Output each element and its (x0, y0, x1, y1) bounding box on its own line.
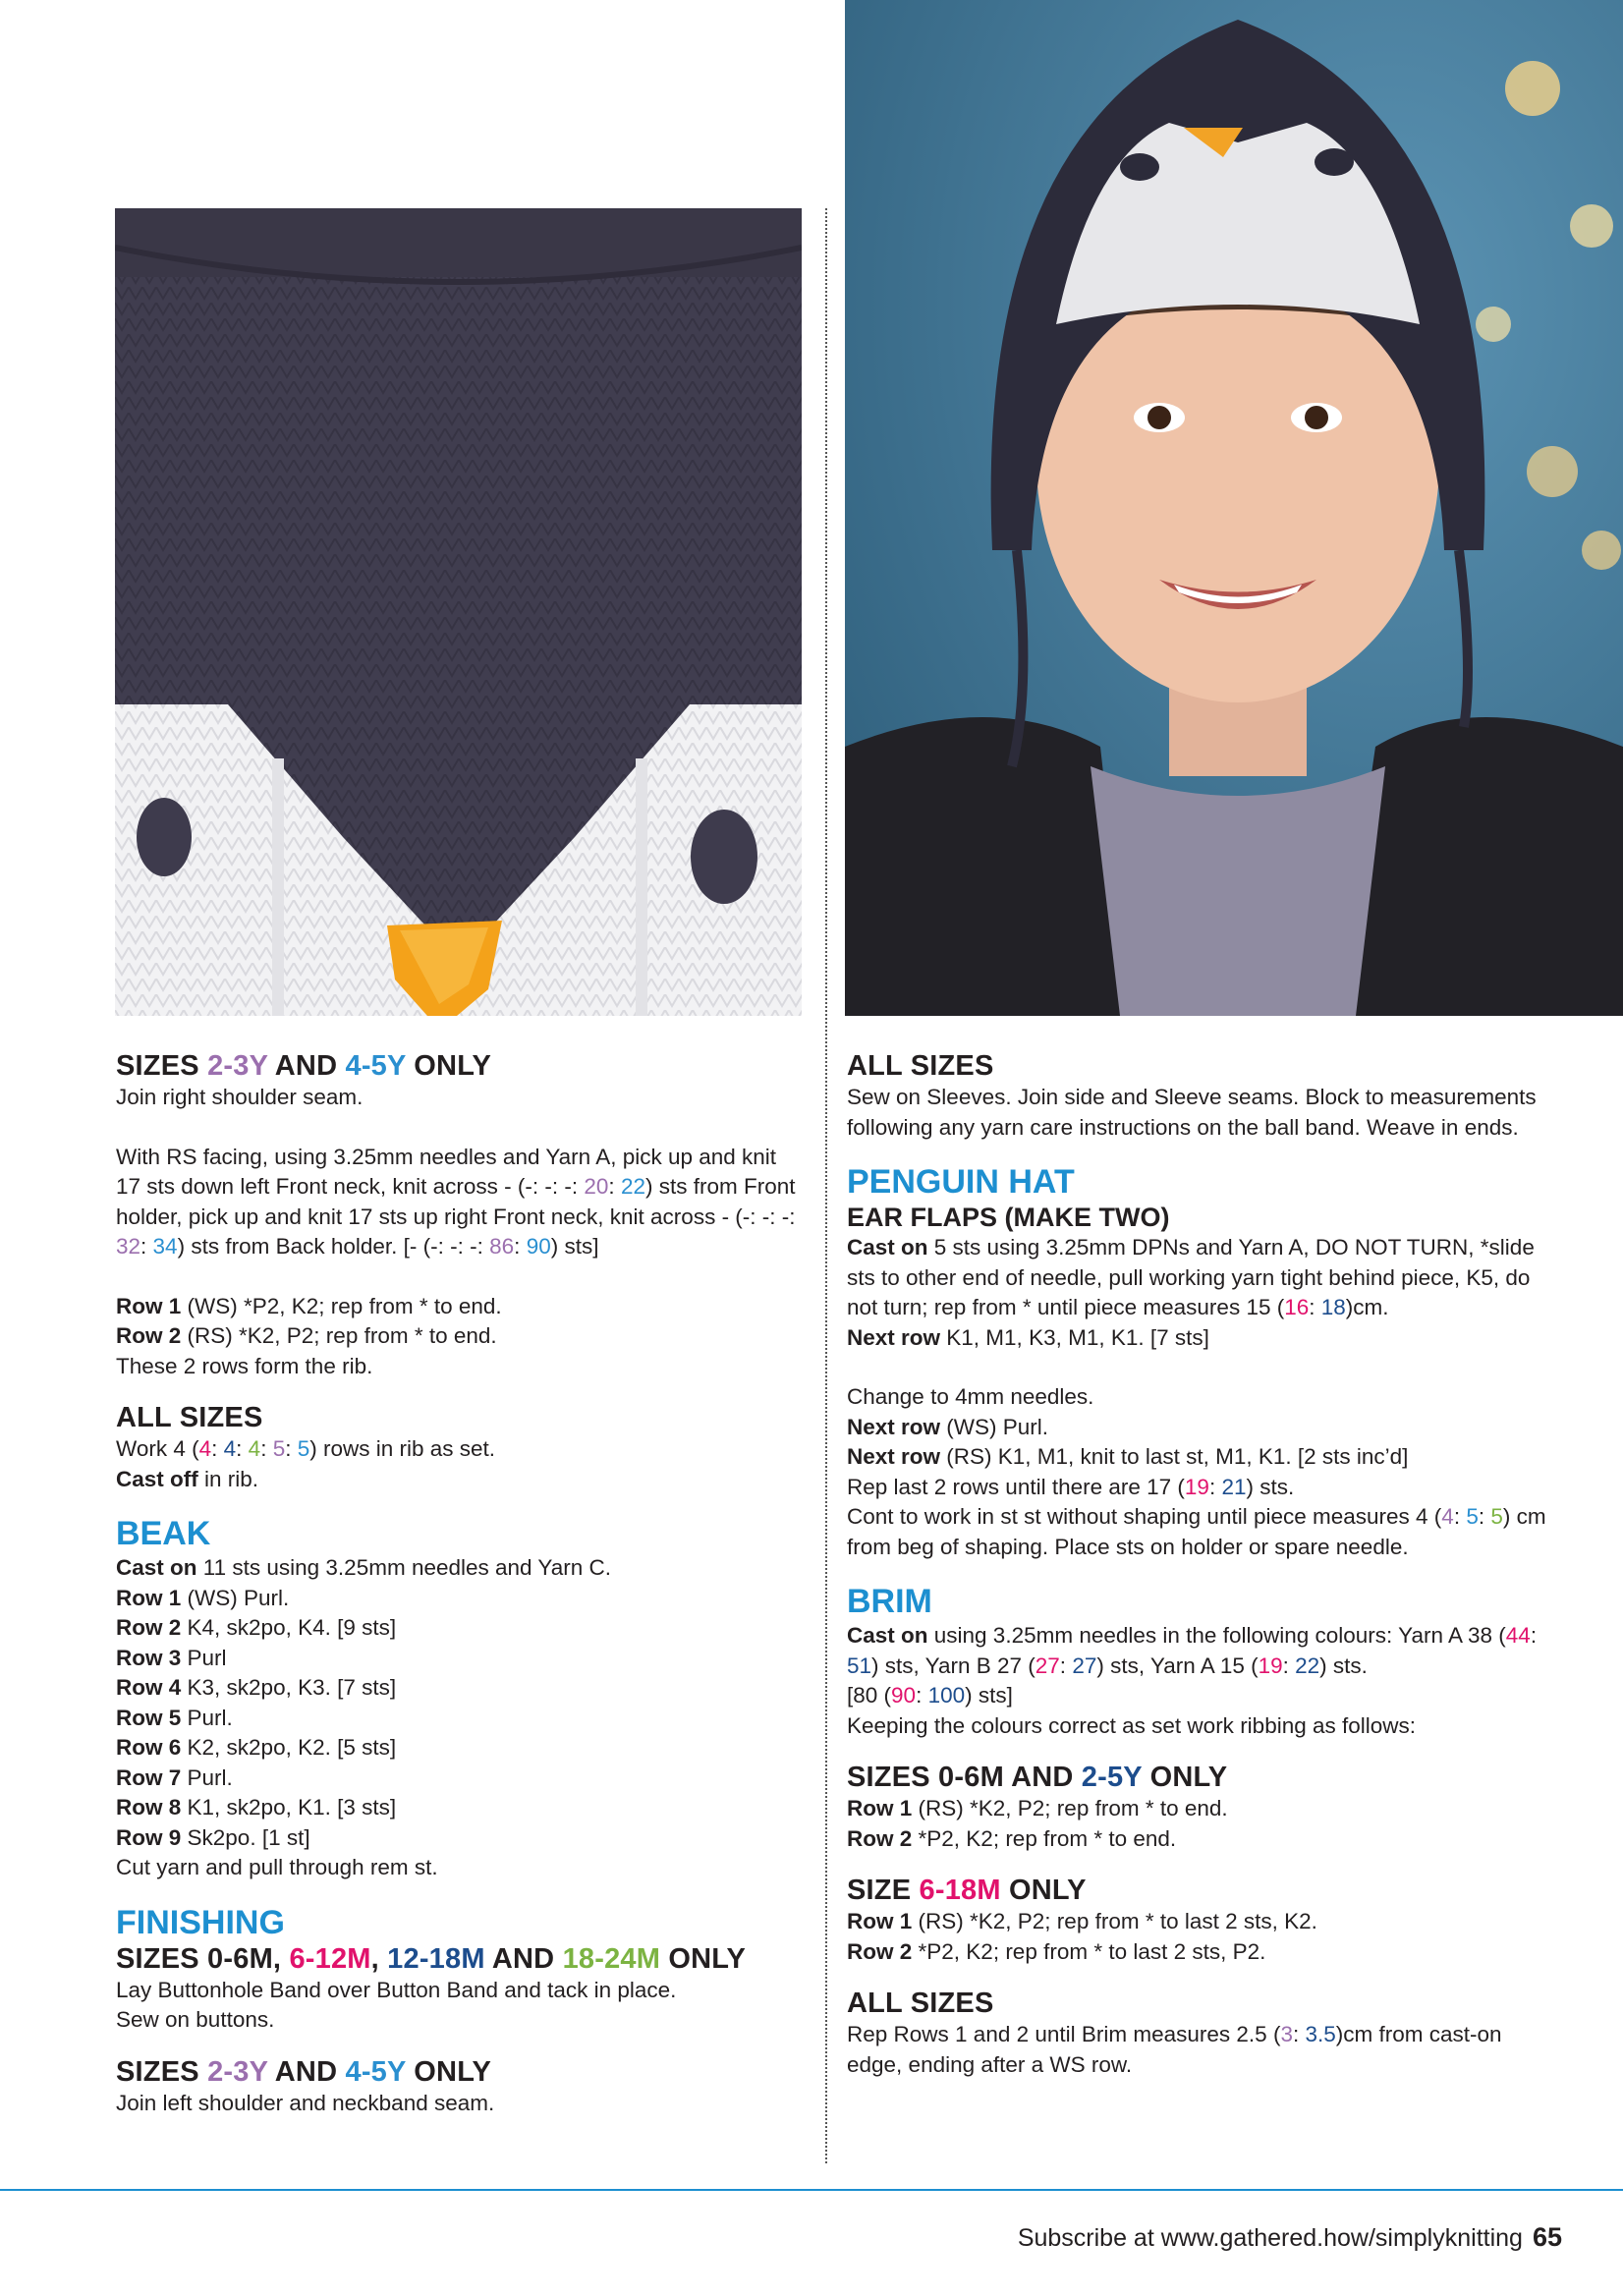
beak-row: Row 3 Purl (116, 1645, 227, 1670)
sew-buttons-text: Sew on buttons. (116, 2007, 275, 2032)
sizes-06-25-heading: SIZES 0-6M AND 2-5Y ONLY (847, 1762, 1228, 1793)
cast-off-text: Cast off in rib. (116, 1466, 259, 1491)
brim-row-2: Row 2 *P2, K2; rep from * to end. (847, 1825, 1177, 1851)
all-sizes-heading-right: ALL SIZES (847, 1050, 994, 1082)
size-618-row-1: Row 1 (RS) *K2, P2; rep from * to last 2 sts, K2. (847, 1909, 1317, 1933)
beak-row: Row 7 Purl. (116, 1764, 233, 1790)
brim-row-1: Row 1 (RS) *K2, P2; rep from * to end. (847, 1796, 1228, 1820)
footer-rule (0, 2189, 1623, 2191)
sweater-closeup-photo (115, 208, 802, 1016)
join-right-text: Join right shoulder seam. (116, 1085, 364, 1109)
beak-row: Row 8 K1, sk2po, K1. [3 sts] (116, 1795, 397, 1820)
left-column (116, 1049, 804, 2118)
beak-row: Row 4 K3, sk2po, K3. [7 sts] (116, 1675, 397, 1700)
brim-cast-on: Cast on using 3.25mm needles in the following colours: Yarn A 38 (44: 51) sts, Yarn B 27 (27: 27) sts, Yarn A 15 (19: 22) sts. (847, 1623, 1538, 1678)
beak-row: Row 1 (WS) Purl. (116, 1585, 290, 1610)
penguin-hat-title: PENGUIN HAT (847, 1163, 1075, 1201)
footer (1018, 2222, 1562, 2253)
ear-flap-cast-on: Cast on 5 sts using 3.25mm DPNs and Yarn A, DO NOT TURN, *slide sts to other end of needle, pull working yarn tight behind piece, K5, do not turn; rep from * until piece measures 15 (16: 18)cm. (847, 1235, 1535, 1319)
all-sizes-heading-2: ALL SIZES (847, 1988, 994, 2019)
rib-row-1: Row 1 (WS) *P2, K2; rep from * to end. (116, 1293, 502, 1318)
rib-row-2: Row 2 (RS) *K2, P2; rep from * to end. (116, 1323, 497, 1348)
all-sizes-heading: ALL SIZES (116, 1402, 263, 1433)
size-618-row-2: Row 2 *P2, K2; rep from * to last 2 sts, P2. (847, 1938, 1266, 1964)
join-left-text: Join left shoulder and neckband seam. (116, 2090, 495, 2115)
next-row-3: Next row (RS) K1, M1, knit to last st, M1, K1. [2 sts inc’d] (847, 1444, 1409, 1469)
rep-last-text: Rep last 2 rows until there are 17 (19: 21) sts. (847, 1474, 1295, 1499)
pick-up-paragraph: With RS facing, using 3.25mm needles and Yarn A, pick up and knit 17 sts down left Front neck, knit across - (-: -: -: 20: 22) sts from Front holder, pick up and knit 17 sts up right Front neck, knit across - (-: -: -: 32: 34) sts from Back holder. [- (-: -: -: 86: 90) sts] (116, 1144, 796, 1259)
rib-note: These 2 rows form the rib. (116, 1353, 373, 1378)
right-column (847, 1049, 1554, 2080)
sizes-23-45-heading: SIZES 2-3Y AND 4-5Y ONLY (116, 1050, 491, 1082)
cont-work-text: Cont to work in st st without shaping until piece measures 4 (4: 5: 5) cm from beg of shaping. Place sts on holder or spare needle. (847, 1504, 1546, 1559)
boy-penguin-hat-photo (845, 0, 1623, 1016)
lay-band-text: Lay Buttonhole Band over Button Band and tack in place. (116, 1977, 677, 2002)
page-number: 65 (1532, 2222, 1562, 2252)
next-row-2: Next row (WS) Purl. (847, 1414, 1049, 1439)
beak-title: BEAK (116, 1515, 211, 1552)
beak-row: Row 2 K4, sk2po, K4. [9 sts] (116, 1615, 397, 1640)
work-rows-text: Work 4 (4: 4: 4: 5: 5) rows in rib as set. (116, 1436, 496, 1461)
beak-row: Row 9 Sk2po. [1 st] (116, 1824, 310, 1850)
sizes-23-45-heading-2: SIZES 2-3Y AND 4-5Y ONLY (116, 2055, 491, 2088)
finishing-sizes-heading: SIZES 0-6M, 6-12M, 12-18M AND 18-24M ONLY (116, 1942, 747, 1975)
ear-flaps-heading: EAR FLAPS (MAKE TWO) (847, 1203, 1170, 1232)
change-needles-text: Change to 4mm needles. (847, 1384, 1094, 1409)
beak-rows (116, 1553, 804, 1853)
next-row-1: Next row K1, M1, K3, M1, K1. [7 sts] (847, 1324, 1209, 1350)
brim-total: [80 (90: 100) sts] (847, 1683, 1013, 1708)
beak-row: Row 5 Purl. (116, 1705, 233, 1730)
beak-row: Row 6 K2, sk2po, K2. [5 sts] (116, 1735, 397, 1760)
cut-yarn-text: Cut yarn and pull through rem st. (116, 1855, 438, 1879)
size-618-heading: SIZE 6-18M ONLY (847, 1875, 1087, 1906)
finishing-title: FINISHING (116, 1903, 285, 1941)
rep-rows-text: Rep Rows 1 and 2 until Brim measures 2.5 (3: 3.5)cm from cast-on edge, ending after a WS row. (847, 2022, 1502, 2077)
brim-title: BRIM (847, 1583, 932, 1620)
column-divider (825, 208, 827, 2163)
beak-row: Cast on 11 sts using 3.25mm needles and Yarn C. (116, 1555, 612, 1580)
keeping-colours-text: Keeping the colours correct as set work ribbing as follows: (847, 1712, 1417, 1738)
sew-sleeves-text: Sew on Sleeves. Join side and Sleeve seams. Block to measurements following any yarn care instructions on the ball band. Weave in ends. (847, 1085, 1537, 1140)
subscribe-link[interactable]: Subscribe at www.gathered.how/simplyknitting (1017, 2224, 1523, 2252)
